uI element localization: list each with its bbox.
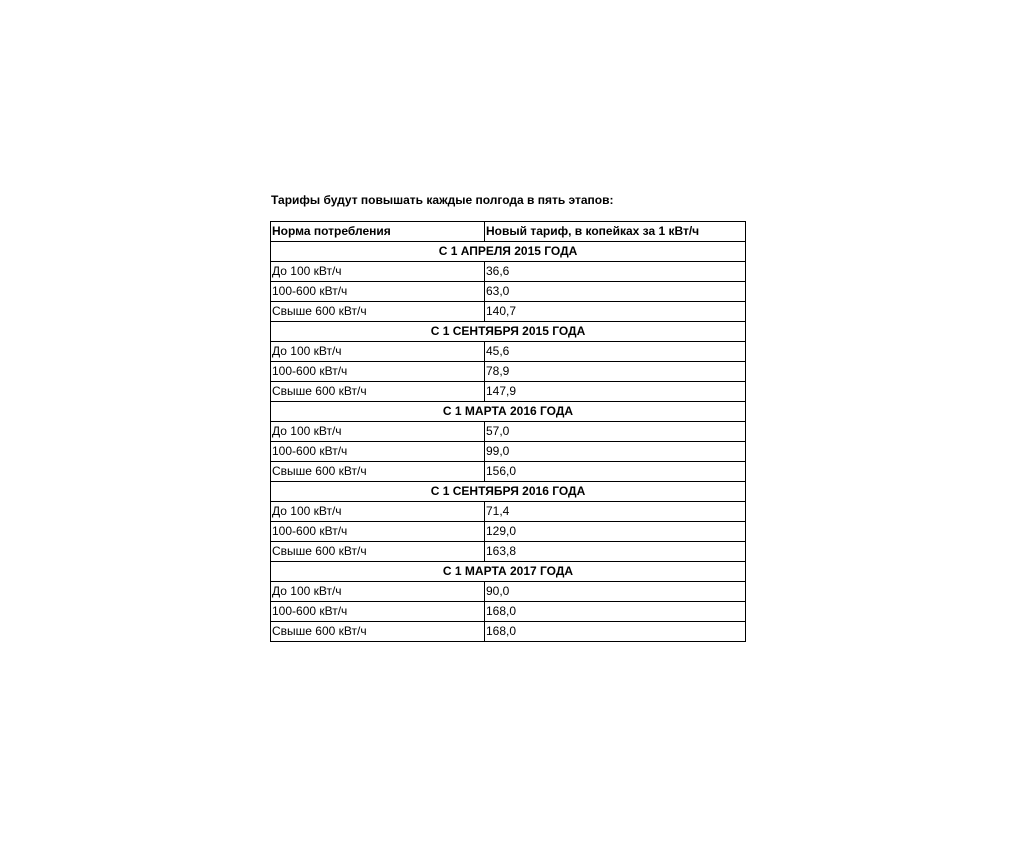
table-row <box>271 502 746 522</box>
tariff-value-cell: 36,6 <box>485 262 746 282</box>
header-consumption-norm: Норма потребления <box>271 222 485 242</box>
tariff-value-cell: 163,8 <box>485 542 746 562</box>
consumption-norm-cell: Свыше 600 кВт/ч <box>271 302 485 322</box>
tariff-value-cell: 140,7 <box>485 302 746 322</box>
tariff-value-cell: 168,0 <box>485 622 746 642</box>
consumption-norm-cell: 100-600 кВт/ч <box>271 522 485 542</box>
period-title: С 1 МАРТА 2017 ГОДА <box>271 562 746 582</box>
consumption-norm-cell: 100-600 кВт/ч <box>271 362 485 382</box>
period-row <box>271 482 746 502</box>
header-row <box>271 222 746 242</box>
period-title: С 1 МАРТА 2016 ГОДА <box>271 402 746 422</box>
table-row <box>271 262 746 282</box>
tariff-value-cell: 57,0 <box>485 422 746 442</box>
tariff-value-cell: 99,0 <box>485 442 746 462</box>
tariff-value-cell: 147,9 <box>485 382 746 402</box>
table-row <box>271 362 746 382</box>
table-row <box>271 622 746 642</box>
consumption-norm-cell: Свыше 600 кВт/ч <box>271 542 485 562</box>
table-row <box>271 462 746 482</box>
tariff-table <box>270 221 746 642</box>
tariff-value-cell: 71,4 <box>485 502 746 522</box>
tariff-value-cell: 129,0 <box>485 522 746 542</box>
tariff-value-cell: 168,0 <box>485 602 746 622</box>
table-row <box>271 302 746 322</box>
consumption-norm-cell: До 100 кВт/ч <box>271 582 485 602</box>
table-row <box>271 442 746 462</box>
tariff-table-head <box>271 222 746 242</box>
consumption-norm-cell: 100-600 кВт/ч <box>271 442 485 462</box>
table-row <box>271 522 746 542</box>
table-row <box>271 382 746 402</box>
tariff-value-cell: 90,0 <box>485 582 746 602</box>
consumption-norm-cell: До 100 кВт/ч <box>271 262 485 282</box>
consumption-norm-cell: Свыше 600 кВт/ч <box>271 622 485 642</box>
table-row <box>271 602 746 622</box>
consumption-norm-cell: До 100 кВт/ч <box>271 502 485 522</box>
consumption-norm-cell: 100-600 кВт/ч <box>271 602 485 622</box>
tariff-table-body <box>271 242 746 642</box>
table-row <box>271 342 746 362</box>
tariff-value-cell: 78,9 <box>485 362 746 382</box>
period-title: С 1 СЕНТЯБРЯ 2015 ГОДА <box>271 322 746 342</box>
table-row <box>271 542 746 562</box>
period-row <box>271 242 746 262</box>
page-intro-heading: Тарифы будут повышать каждые полгода в пять этапов: <box>271 193 614 207</box>
period-title: С 1 АПРЕЛЯ 2015 ГОДА <box>271 242 746 262</box>
consumption-norm-cell: До 100 кВт/ч <box>271 342 485 362</box>
consumption-norm-cell: До 100 кВт/ч <box>271 422 485 442</box>
table-row <box>271 422 746 442</box>
table-row <box>271 282 746 302</box>
consumption-norm-cell: Свыше 600 кВт/ч <box>271 462 485 482</box>
period-row <box>271 562 746 582</box>
period-title: С 1 СЕНТЯБРЯ 2016 ГОДА <box>271 482 746 502</box>
period-row <box>271 322 746 342</box>
consumption-norm-cell: Свыше 600 кВт/ч <box>271 382 485 402</box>
period-row <box>271 402 746 422</box>
consumption-norm-cell: 100-600 кВт/ч <box>271 282 485 302</box>
tariff-value-cell: 156,0 <box>485 462 746 482</box>
table-row <box>271 582 746 602</box>
tariff-value-cell: 45,6 <box>485 342 746 362</box>
header-new-tariff: Новый тариф, в копейках за 1 кВт/ч <box>485 222 746 242</box>
tariff-value-cell: 63,0 <box>485 282 746 302</box>
